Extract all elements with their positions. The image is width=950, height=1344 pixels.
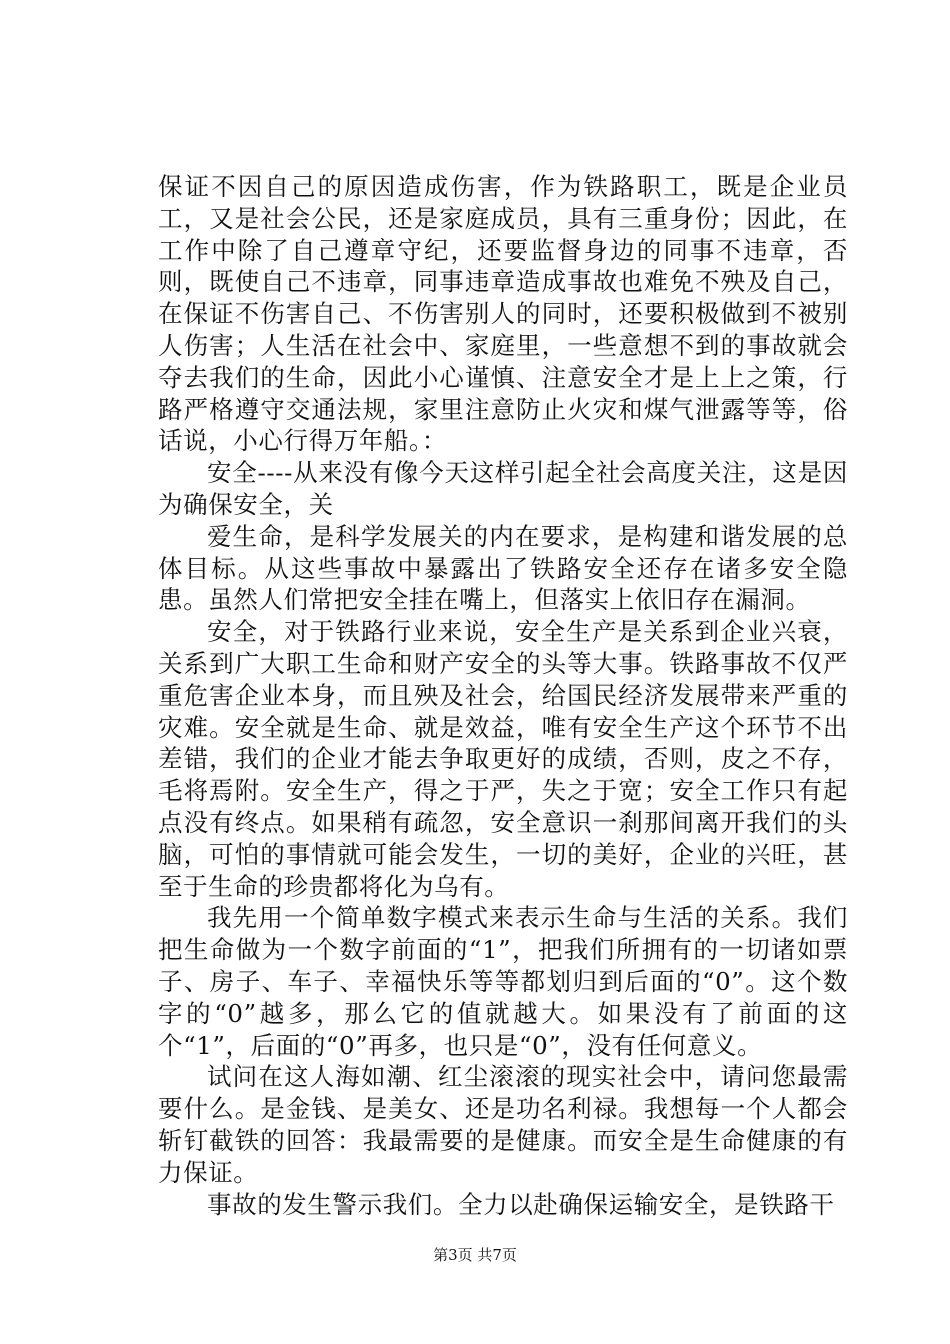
body-text — [158, 171, 848, 1220]
paragraph: 安全，对于铁路行业来说，安全生产是关系到企业兴衰，关系到广大职工生命和财产安全的头等大事。铁路事故不仅严重危害企业本身，而且殃及社会，给国民经济发展带来严重的灾难。安全就是生命、就是效益，唯有安全生产这个环节不出差错，我们的企业才能去争取更好的成绩，否则，皮之不存，毛将焉附。安全生产，得之于严，失之于宽；安全工作只有起点没有终点。如果稍有疏忽，安全意识一刹那间离开我们的头脑，可怕的事情就可能会发生，一切的美好，企业的兴旺，甚至于生命的珍贵都将化为乌有。 — [158, 617, 848, 901]
paragraph: 试问在这人海如潮、红尘滚滚的现实社会中，请问您最需要什么。是金钱、是美女、还是功名利禄。我想每一个人都会斩钉截铁的回答：我最需要的是健康。而安全是生命健康的有力保证。 — [158, 1062, 848, 1187]
paragraph: 爱生命，是科学发展关的内在要求，是构建和谐发展的总体目标。从这些事故中暴露出了铁路安全还存在诸多安全隐患。虽然人们常把安全挂在嘴上，但落实上依旧存在漏洞。 — [158, 521, 848, 615]
paragraph: 安全----从来没有像今天这样引起全社会高度关注，这是因为确保安全，关 — [158, 458, 848, 519]
page-footer: 第3页 共7页 — [433, 1246, 517, 1264]
paragraph: 事故的发生警示我们。全力以赴确保运输安全，是铁路干 — [207, 1189, 835, 1219]
paragraph: 我先用一个简单数字模式来表示生命与生活的关系。我们把生命做为一个数字前面的“1”，把我们所拥有的一切诸如票子、房子、车子、幸福快乐等等都划归到后面的“0”。这个数字的“0”越多，那么它的值就越大。如果没有了前面的这个“1”，后面的“0”再多，也只是“0”，没有任何意义。 — [158, 903, 848, 1060]
paragraph: 保证不因自己的原因造成伤害，作为铁路职工，既是企业员工，又是社会公民，还是家庭成员，具有三重身份；因此，在工作中除了自己遵章守纪，还要监督身边的同事不违章，否则，既使自己不违章，同事违章造成事故也难免不殃及自己，在保证不伤害自己、不伤害别人的同时，还要积极做到不被别人伤害；人生活在社会中、家庭里，一些意想不到的事故就会夺去我们的生命，因此小心谨慎、注意安全才是上上之策，行路严格遵守交通法规，家里注意防止火灾和煤气泄露等等，俗话说，小心行得万年船。： — [158, 172, 848, 456]
